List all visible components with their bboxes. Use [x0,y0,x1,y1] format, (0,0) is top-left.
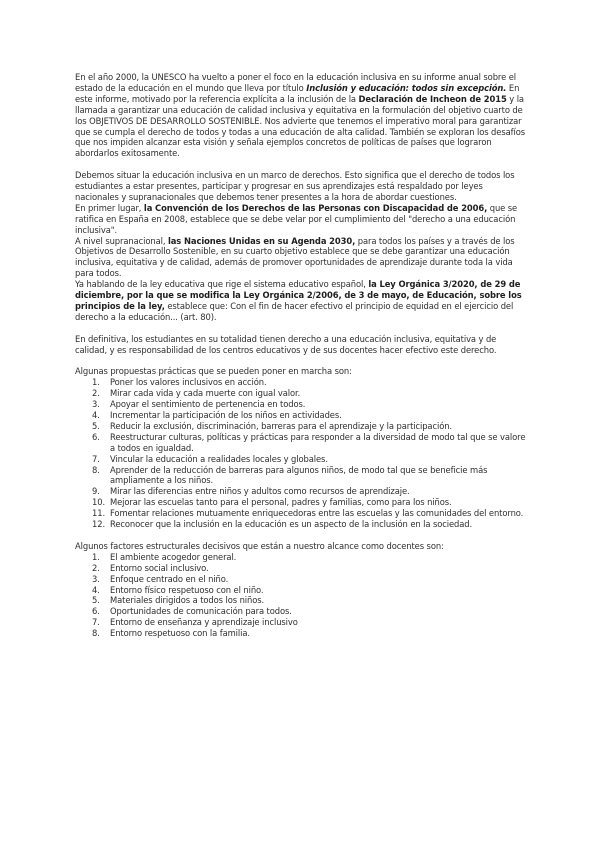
list-item-number: 5. [92,595,100,606]
list-item-number: 8. [92,464,100,475]
list-item-number: 7. [92,453,100,464]
text: En este informe, motivado por la referencia explícita a la inclusión de la [75,82,520,104]
list-item-number: 12. [92,519,106,530]
list-item [75,508,527,519]
report-title: Inclusión y educación: todos sin excepción. [306,82,507,93]
convention-name: la Convención de los Derechos de las Personas con Discapacidad de 2006, [143,202,488,213]
list-item [75,454,527,465]
list-item-text: Reestructurar culturas, políticas y prácticas para responder a la diversidad de modo tal que se valore a todos en igualdad. [110,431,526,453]
text: Ya hablando de la ley educativa que rige el sistema educativo español, [75,279,369,290]
list-item [75,388,527,399]
list-item [75,432,527,454]
list-item-number: 2. [92,388,100,399]
list-item-number: 3. [92,573,100,584]
list-item-text: Entorno respetuoso con la familia. [110,628,250,639]
law-name: la Ley Orgánica 3/2020, de 29 de diciembre, por la que se modifica la Ley Orgánica 2/2006, de 3 de mayo, de Educación, sobre los principios de la ley, [75,279,522,312]
paragraph-convention [75,203,527,236]
list-item [75,628,527,639]
list-intro-factors: Algunos factores estructurales decisivos que están a nuestro alcance como docentes son: [75,540,444,551]
list-item-text: Entorno de enseñanza y aprendizaje inclusivo [110,617,298,628]
list-item [75,552,527,563]
paragraph-rights: Debemos situar la educación inclusiva en un marco de derechos. Esto significa que el derecho de todos los estudiantes a estar presentes, participar y progresar en sus aprendizajes está respaldado por leyes nacionales y supranacionales que debemos tener presentes a la hora de abordar cuestiones. [75,170,515,202]
list-item-number: 3. [92,399,100,410]
list-item [75,563,527,574]
list-item-text: Reconocer que la inclusión en la educación es un aspecto de la inclusión en la sociedad. [110,519,473,530]
list-item-text: Apoyar el sentimiento de pertenencia en todos. [110,399,306,410]
list-item [75,399,527,410]
list-item [75,486,527,497]
document-page [75,72,527,639]
paragraph-agenda [75,236,527,280]
list-item-text: Materiales dirigidos a todos los niños. [110,595,265,606]
declaration-name: Declaración de Incheon de 2015 [358,93,507,104]
list-item-number: 11. [92,508,106,519]
list-item [75,410,527,421]
text: En el año 2000, la UNESCO ha vuelto a poner el foco en la educación inclusiva en su informe anual sobre el estado de la educación en el mundo que lleva por título [75,72,516,93]
text: para todos los países y a través de los Objetivos de Desarrollo Sostenible, en su cuarto objetivo establece que se debe garantizar una educación inclusiva, equitativa y de calidad, además de promover oportunidades de aprendizaje durante toda la vida para todos. [75,235,515,279]
paragraph-conclusion: En definitiva, los estudiantes en su totalidad tienen derecho a una educación inclusiva, equitativa y de calidad, y es responsabilidad de los centros educativos y de sus docentes hacer efectivo este derecho. [75,333,497,355]
list-item-text: Incrementar la participación de los niños en actividades. [110,410,342,421]
text: establece que: Con el fin de hacer efectivo el principio de equidad en el ejercicio del derecho a la educación... (art. 80). [75,301,514,322]
paragraph-unesco [75,72,527,159]
list-item-number: 4. [92,584,100,595]
proposals-list [75,377,527,530]
list-item [75,465,527,487]
paragraph-law [75,279,527,323]
list-item-number: 5. [92,420,100,431]
list-item [75,497,527,508]
factors-list [75,552,527,639]
agenda-name: las Naciones Unidas en su Agenda 2030, [167,235,356,246]
list-item-text: Reducir la exclusión, discriminación, barreras para el aprendizaje y la participación. [110,420,452,431]
list-item-number: 4. [92,410,100,421]
list-item-number: 10. [92,497,106,508]
list-item-text: Enfoque centrado en el niño. [110,573,229,584]
list-item-text: Mejorar las escuelas tanto para el personal, padres y familias, como para los niños. [110,497,452,508]
list-item-number: 2. [92,562,100,573]
list-item-text: Fomentar relaciones mutuamente enriquecedoras entre las escuelas y las comunidades del entorno. [110,508,524,519]
list-item-text: Mirar las diferencias entre niños y adultos como recursos de aprendizaje. [110,486,410,497]
list-item [75,574,527,585]
list-item-text: Poner los valores inclusivos en acción. [110,377,267,388]
list-item [75,595,527,606]
list-item [75,377,527,388]
list-item [75,519,527,530]
list-item-number: 6. [92,431,100,442]
text: y la llamada a garantizar una educación de calidad inclusiva y equitativa en la formulación del objetivo cuarto de los OBJETIVOS DE DESARROLLO SOSTENIBLE. Nos advierte que tenemos el imperativo moral para garantizar que se cumpla el derecho de todos y todas a una educación de alta calidad. También se exploran los desafíos que nos impiden alcanzar esta visión y señala ejemplos concretos de políticas de países que lograron abordarlos exitosamente. [75,93,525,159]
list-intro-proposals: Algunas propuestas prácticas que se pueden poner en marcha son: [75,366,352,377]
text: A nivel supranacional, [75,235,168,246]
list-item-number: 8. [92,628,100,639]
list-item-number: 6. [92,606,100,617]
list-item-text: Entorno social inclusivo. [110,562,209,573]
text: que se ratifica en España en 2008, establece que se debe velar por el cumplimiento del "derecho a una educación inclusiva". [75,202,518,235]
list-item [75,585,527,596]
list-item-number: 1. [92,377,100,388]
list-item-text: Entorno físico respetuoso con el niño. [110,584,264,595]
list-item-text: Oportunidades de comunicación para todos. [110,606,292,617]
list-item [75,606,527,617]
list-item [75,421,527,432]
list-item-number: 9. [92,486,100,497]
list-item-text: Aprender de la reducción de barreras para algunos niños, de modo tal que se beneficie más ampliamente a los niños. [110,464,488,486]
list-item-text: Vincular la educación a realidades locales y globales. [110,453,328,464]
list-item-text: El ambiente acogedor general. [110,551,237,562]
list-item-text: Mirar cada vida y cada muerte con igual valor. [110,388,301,399]
text: En primer lugar, [75,202,144,213]
list-item [75,617,527,628]
list-item-number: 1. [92,551,100,562]
list-item-number: 7. [92,617,100,628]
